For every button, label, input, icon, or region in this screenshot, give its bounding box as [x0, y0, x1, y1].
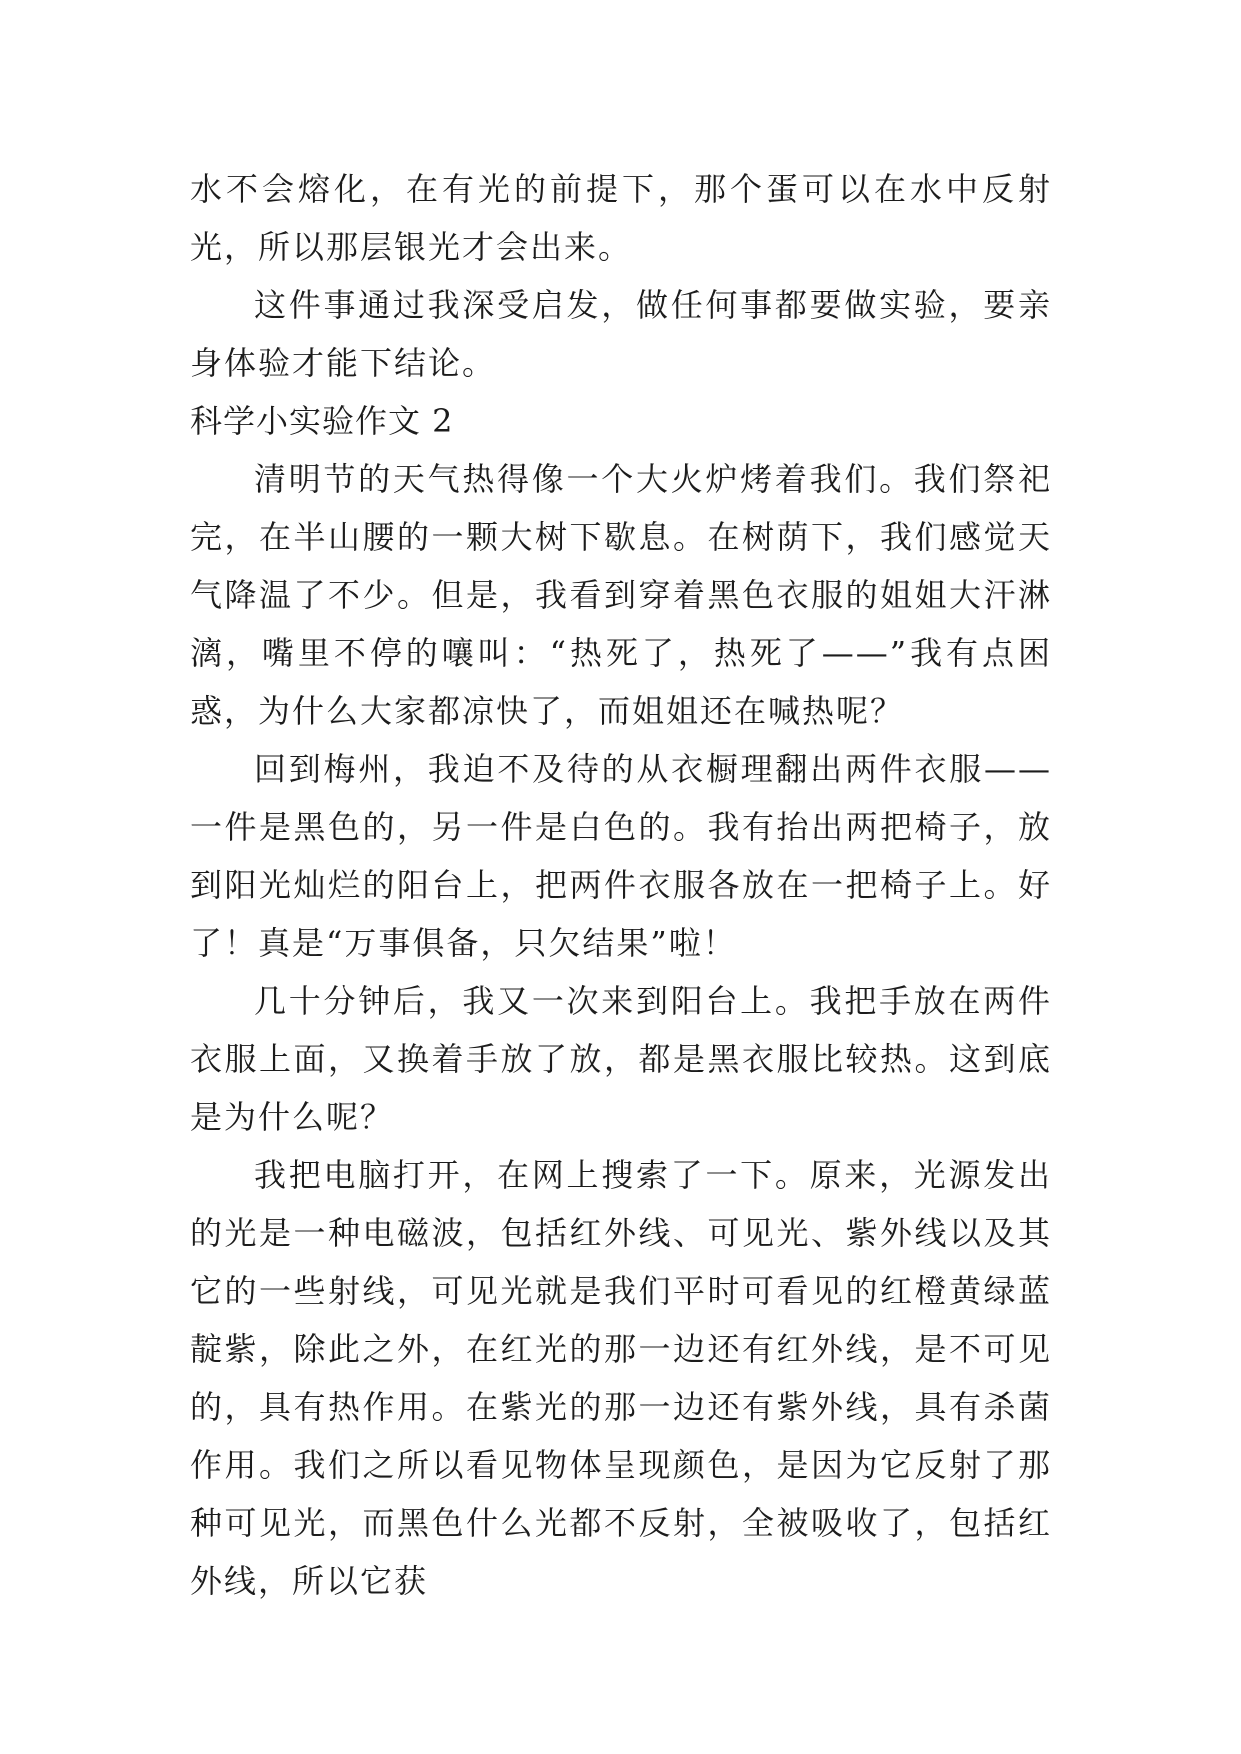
paragraph: 我把电脑打开，在网上搜索了一下。原来，光源发出的光是一种电磁波，包括红外线、可见光、紫外线以及其它的一些射线，可见光就是我们平时可看见的红橙黄绿蓝靛紫，除此之外，在红光的那一边还有红外线，是不可见的，具有热作用。在紫光的那一边还有紫外线，具有杀菌作用。我们之所以看见物体呈现颜色，是因为它反射了那种可见光，而黑色什么光都不反射，全被吸收了，包括红外线，所以它获 — [190, 1156, 1052, 1600]
paragraph-continuation: 水不会熔化，在有光的前提下，那个蛋可以在水中反射光，所以那层银光才会出来。 — [190, 170, 1052, 266]
section-heading: 科学小实验作文 2 — [190, 402, 454, 440]
paragraph: 几十分钟后，我又一次来到阳台上。我把手放在两件衣服上面，又换着手放了放，都是黑衣服比较热。这到底是为什么呢？ — [190, 982, 1052, 1136]
body-text — [190, 160, 1052, 1610]
paragraph: 这件事通过我深受启发，做任何事都要做实验，要亲身体验才能下结论。 — [190, 286, 1052, 382]
paragraph: 回到梅州，我迫不及待的从衣橱理翻出两件衣服——一件是黑色的，另一件是白色的。我有抬出两把椅子，放到阳光灿烂的阳台上，把两件衣服各放在一把椅子上。好了！真是“万事俱备，只欠结果”啦！ — [190, 750, 1052, 962]
paragraph: 清明节的天气热得像一个大火炉烤着我们。我们祭祀完，在半山腰的一颗大树下歇息。在树荫下，我们感觉天气降温了不少。但是，我看到穿着黑色衣服的姐姐大汗淋漓，嘴里不停的嚷叫：“热死了，热死了——”我有点困惑，为什么大家都凉快了，而姐姐还在喊热呢？ — [190, 460, 1052, 730]
